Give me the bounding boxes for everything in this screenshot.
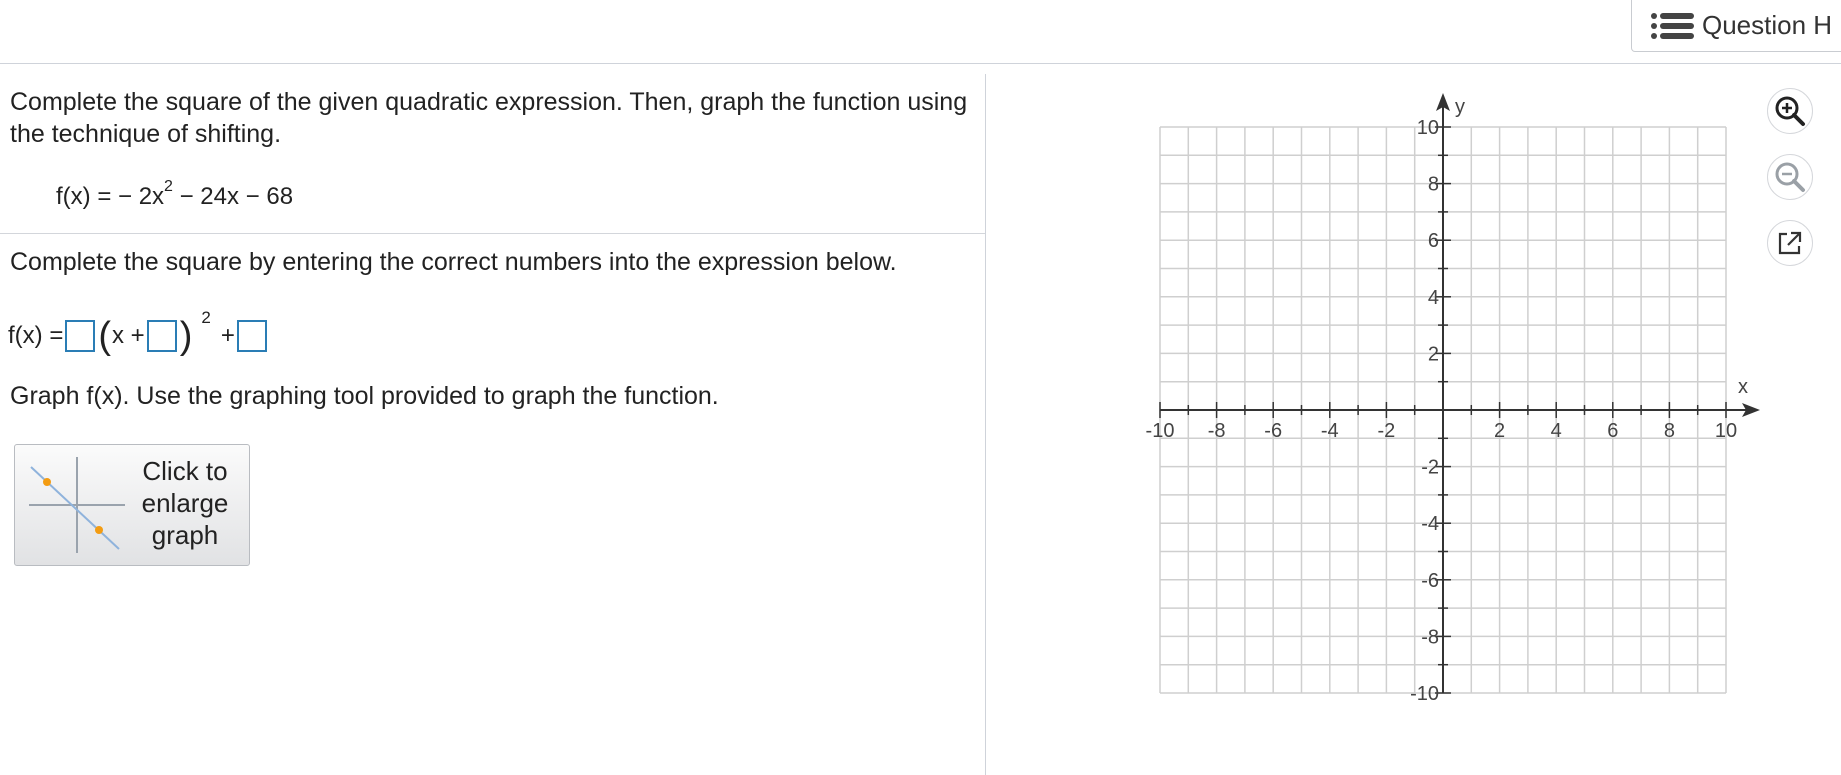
close-paren: ) bbox=[179, 315, 193, 357]
answer-plus: + bbox=[220, 322, 235, 349]
x-tick-label: -6 bbox=[1264, 420, 1283, 442]
step2-instruction: Graph f(x). Use the graphing tool provided to graph the function. bbox=[10, 382, 719, 410]
question-help-button[interactable] bbox=[1631, 0, 1841, 52]
x-tick-label: -4 bbox=[1320, 420, 1339, 442]
x-tick-label: 8 bbox=[1663, 420, 1675, 442]
external-window-icon bbox=[1775, 228, 1805, 258]
x-tick-label: 10 bbox=[1714, 420, 1738, 442]
function-part1: − 2x bbox=[118, 183, 165, 210]
answer-lhs: f(x) = bbox=[8, 322, 64, 349]
function-lhs: f(x) = bbox=[56, 183, 119, 210]
answer-expression bbox=[8, 308, 269, 358]
answer-box-k[interactable] bbox=[237, 320, 267, 352]
function-exponent: 2 bbox=[164, 178, 173, 195]
enlarge-graph-label bbox=[125, 455, 245, 551]
problem-intro: Complete the square of the given quadratic expression. Then, graph the function using the technique of shifting. bbox=[10, 88, 968, 148]
divider bbox=[0, 233, 985, 234]
y-tick-label: -10 bbox=[1410, 683, 1439, 705]
zoom-in-button[interactable] bbox=[1767, 88, 1813, 134]
list-icon bbox=[1650, 12, 1694, 40]
x-axis-label: x bbox=[1738, 376, 1748, 398]
y-tick-label: -6 bbox=[1421, 569, 1439, 592]
open-paren: ( bbox=[98, 315, 111, 357]
enlarge-label-line3: graph bbox=[151, 520, 219, 550]
y-tick-label: -2 bbox=[1421, 456, 1439, 479]
y-tick-label: 6 bbox=[1427, 230, 1439, 253]
x-tick-label: 4 bbox=[1550, 420, 1562, 442]
enlarge-label-line1: Click to bbox=[142, 456, 228, 486]
x-tick-label: 6 bbox=[1607, 420, 1619, 442]
enlarge-graph-button[interactable] bbox=[14, 444, 250, 566]
graph-area[interactable] bbox=[1130, 88, 1770, 708]
enlarge-label-line2: enlarge bbox=[141, 488, 229, 518]
answer-x: x + bbox=[112, 322, 145, 349]
x-tick-label: -10 bbox=[1145, 420, 1175, 442]
y-tick-label: 10 bbox=[1416, 117, 1439, 139]
answer-box-h[interactable] bbox=[147, 320, 177, 352]
question-help-label: Question H bbox=[1702, 10, 1833, 40]
coordinate-grid[interactable] bbox=[1130, 88, 1770, 708]
zoom-out-icon bbox=[1773, 160, 1807, 194]
x-tick-label: 2 bbox=[1494, 420, 1506, 442]
answer-box-a[interactable] bbox=[65, 320, 95, 352]
step1-instruction: Complete the square by entering the correct numbers into the expression below. bbox=[10, 248, 897, 276]
function-part2: − 24x − 68 bbox=[172, 183, 294, 210]
y-axis-label: y bbox=[1455, 96, 1465, 118]
y-tick-label: -8 bbox=[1421, 626, 1439, 649]
answer-exponent: 2 bbox=[201, 308, 211, 327]
question-panel bbox=[0, 74, 986, 775]
zoom-in-icon bbox=[1773, 94, 1807, 128]
y-tick-label: 4 bbox=[1427, 286, 1439, 309]
y-tick-label: 8 bbox=[1427, 173, 1439, 196]
x-tick-label: -8 bbox=[1207, 420, 1226, 442]
x-tick-label: -2 bbox=[1377, 420, 1396, 442]
zoom-out-button[interactable] bbox=[1767, 154, 1813, 200]
top-bar bbox=[0, 0, 1841, 64]
given-function bbox=[56, 178, 294, 211]
y-tick-label: 2 bbox=[1427, 343, 1439, 366]
popout-button[interactable] bbox=[1767, 220, 1813, 266]
y-tick-label: -4 bbox=[1421, 513, 1439, 536]
mini-graph-icon bbox=[27, 455, 127, 555]
